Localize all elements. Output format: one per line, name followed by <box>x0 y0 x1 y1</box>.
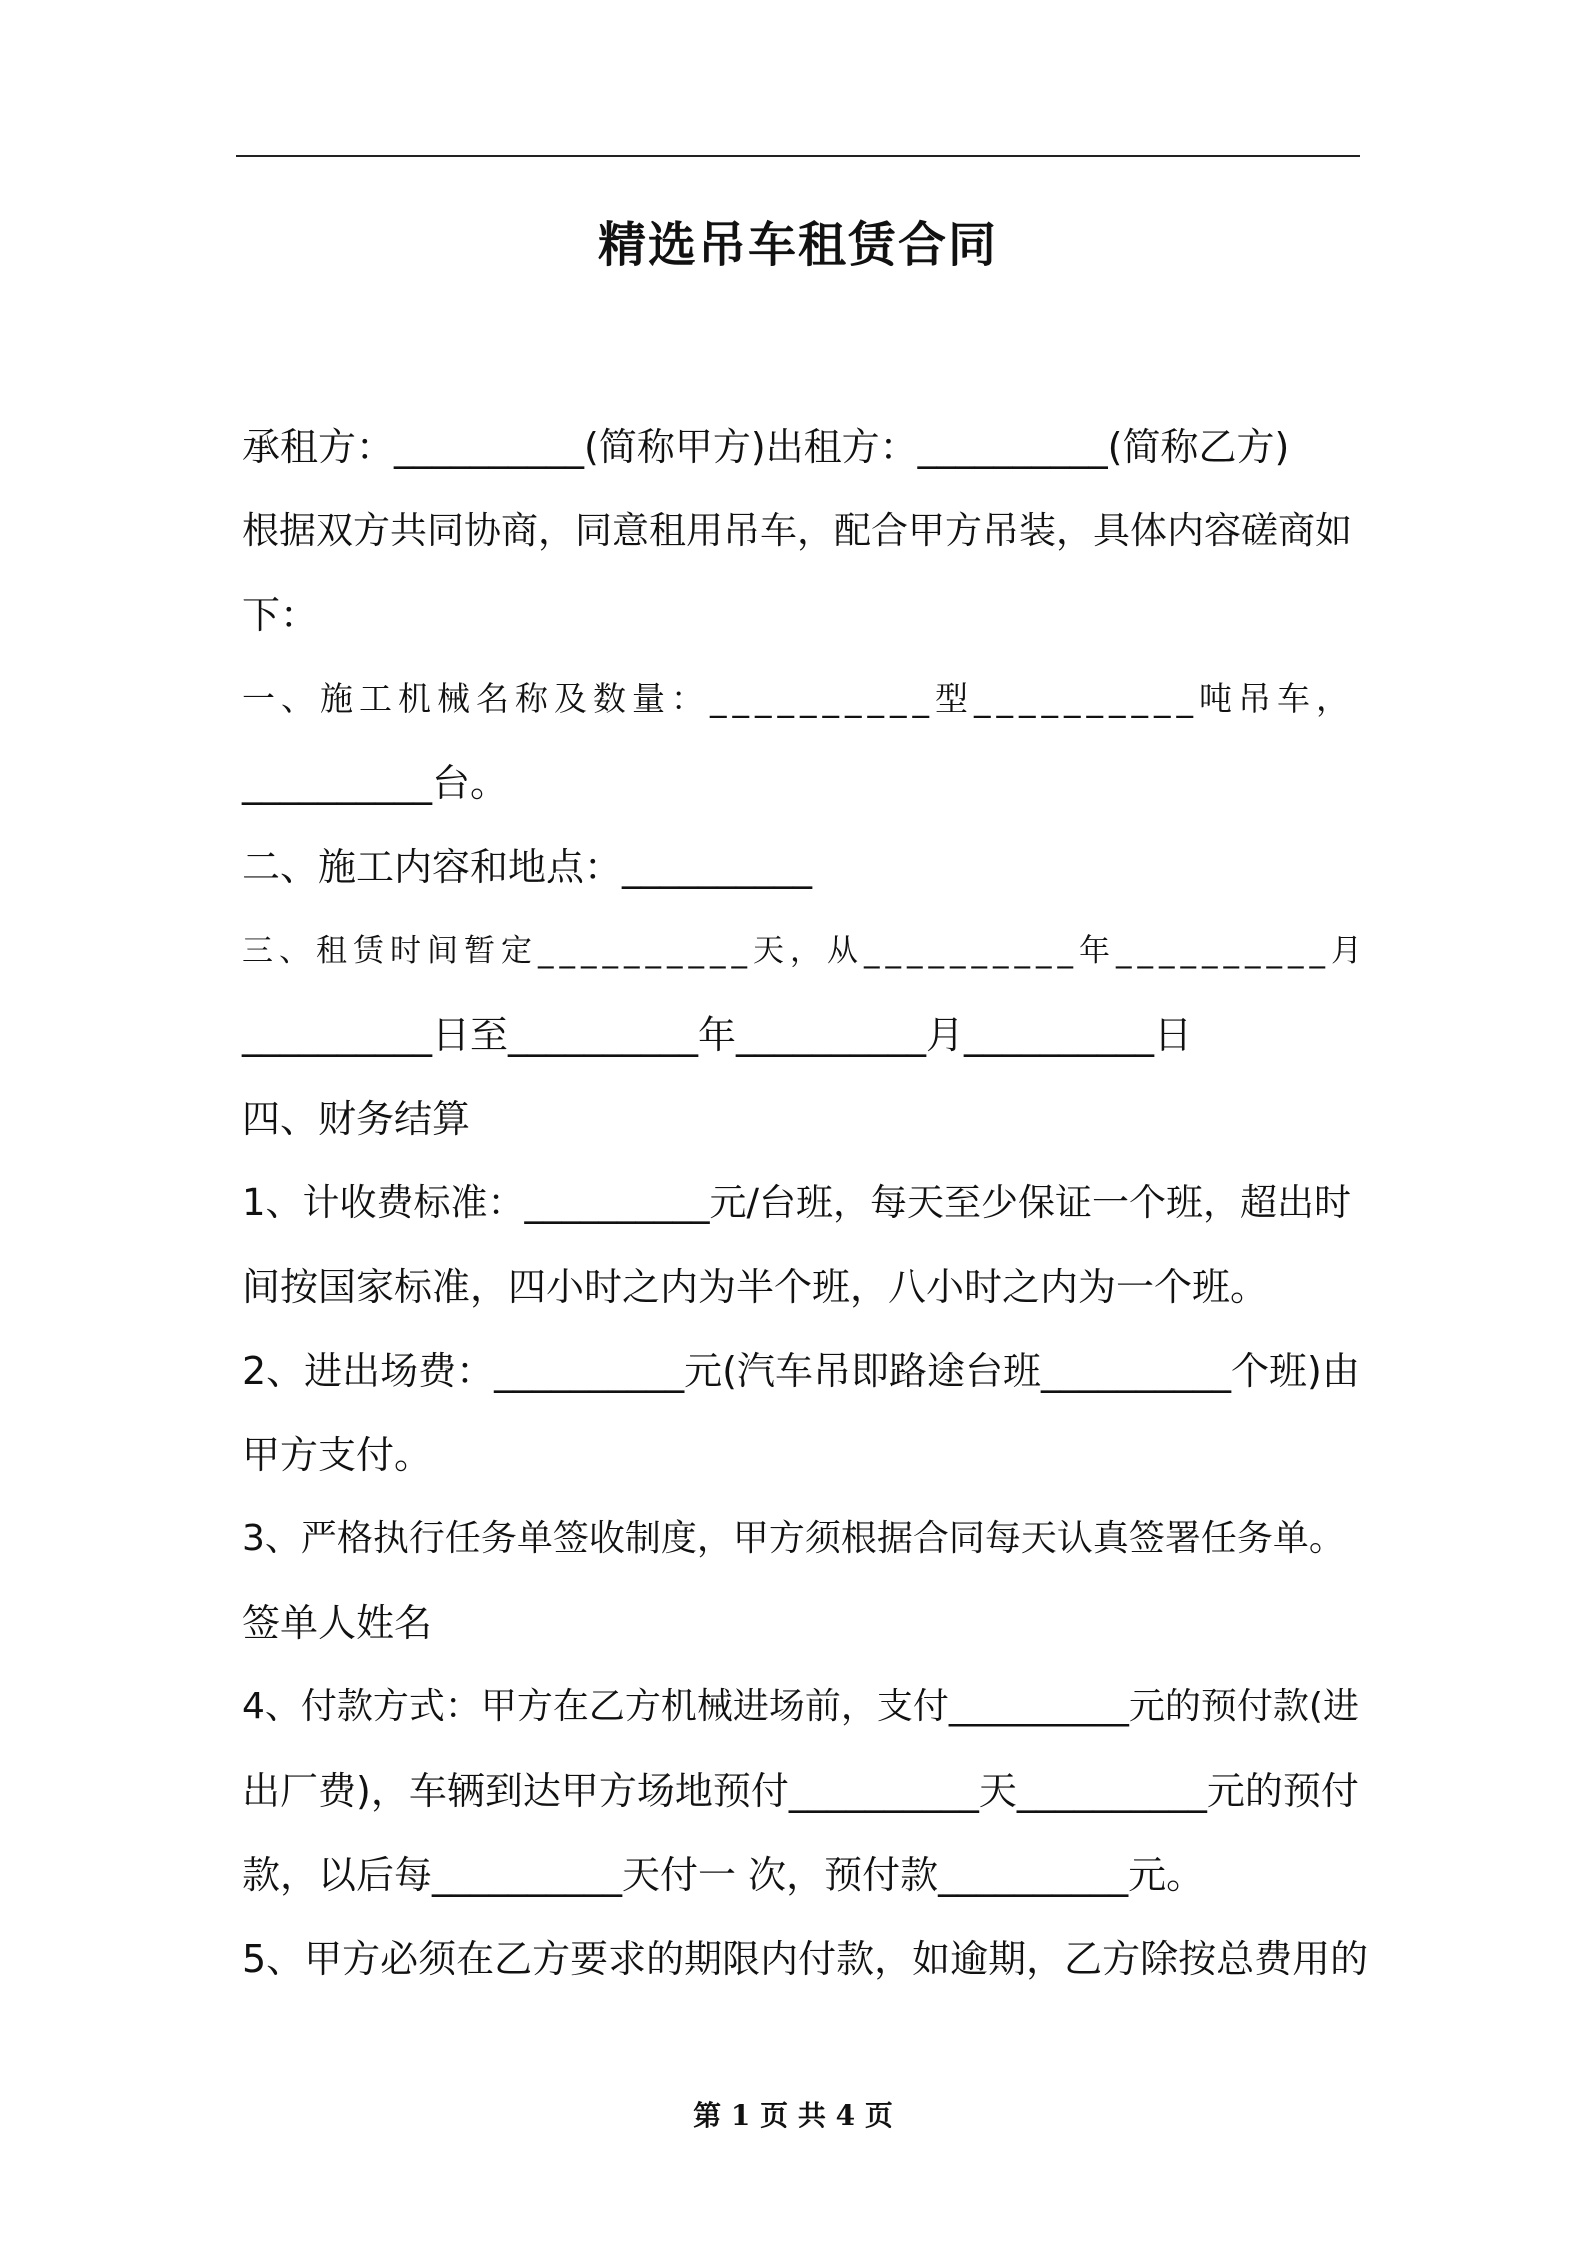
paragraph-line: 3、严格执行任务单签收制度，甲方须根据合同每天认真签署任务单。 <box>242 1518 1345 1559</box>
paragraph-line: 下： <box>242 593 319 637</box>
paragraph-line: 甲方支付。 <box>242 1433 433 1477</box>
paragraph-line: 款，以后每__________天付一 次，预付款__________元。 <box>242 1853 1205 1897</box>
paragraph-line: __________日至__________年__________月__________日 <box>242 1013 1193 1057</box>
page-number: 第 1 页 共 4 页 <box>693 2099 893 2132</box>
paragraph-line: 1、计收费标准：__________元/台班，每天至少保证一个班，超出时 <box>242 1181 1352 1224</box>
paragraph-line: 根据双方共同协商，同意租用吊车，配合甲方吊装，具体内容磋商如 <box>242 509 1352 552</box>
header-rule <box>236 155 1360 157</box>
paragraph-line: 出厂费)，车辆到达甲方场地预付__________天__________元的预付 <box>242 1769 1359 1813</box>
paragraph-line: __________台。 <box>242 761 509 805</box>
paragraph-line: 5、甲方必须在乙方要求的期限内付款，如逾期，乙方除按总费用的 <box>242 1937 1369 1981</box>
paragraph-line: 二、施工内容和地点：__________ <box>242 845 813 889</box>
paragraph-line: 签单人姓名 <box>242 1601 433 1645</box>
paragraph-line: 2、进出场费：__________元(汽车吊即路途台班__________个班)由 <box>242 1349 1360 1393</box>
section-heading: 四、财务结算 <box>242 1097 471 1141</box>
paragraph-line: 一、施工机械名称及数量：__________型__________吨吊车， <box>242 679 1355 718</box>
paragraph-line: 三、租赁时间暂定__________天，从__________年__________月 <box>242 933 1368 969</box>
document-title: 精选吊车租赁合同 <box>597 217 998 273</box>
paragraph-line: 承租方：__________(简称甲方)出租方：__________(简称乙方) <box>242 425 1290 469</box>
paragraph-line: 间按国家标准，四小时之内为半个班，八小时之内为一个班。 <box>242 1265 1269 1309</box>
document-body <box>242 405 1372 2001</box>
paragraph-line: 4、付款方式：甲方在乙方机械进场前，支付__________元的预付款(进 <box>242 1686 1359 1727</box>
